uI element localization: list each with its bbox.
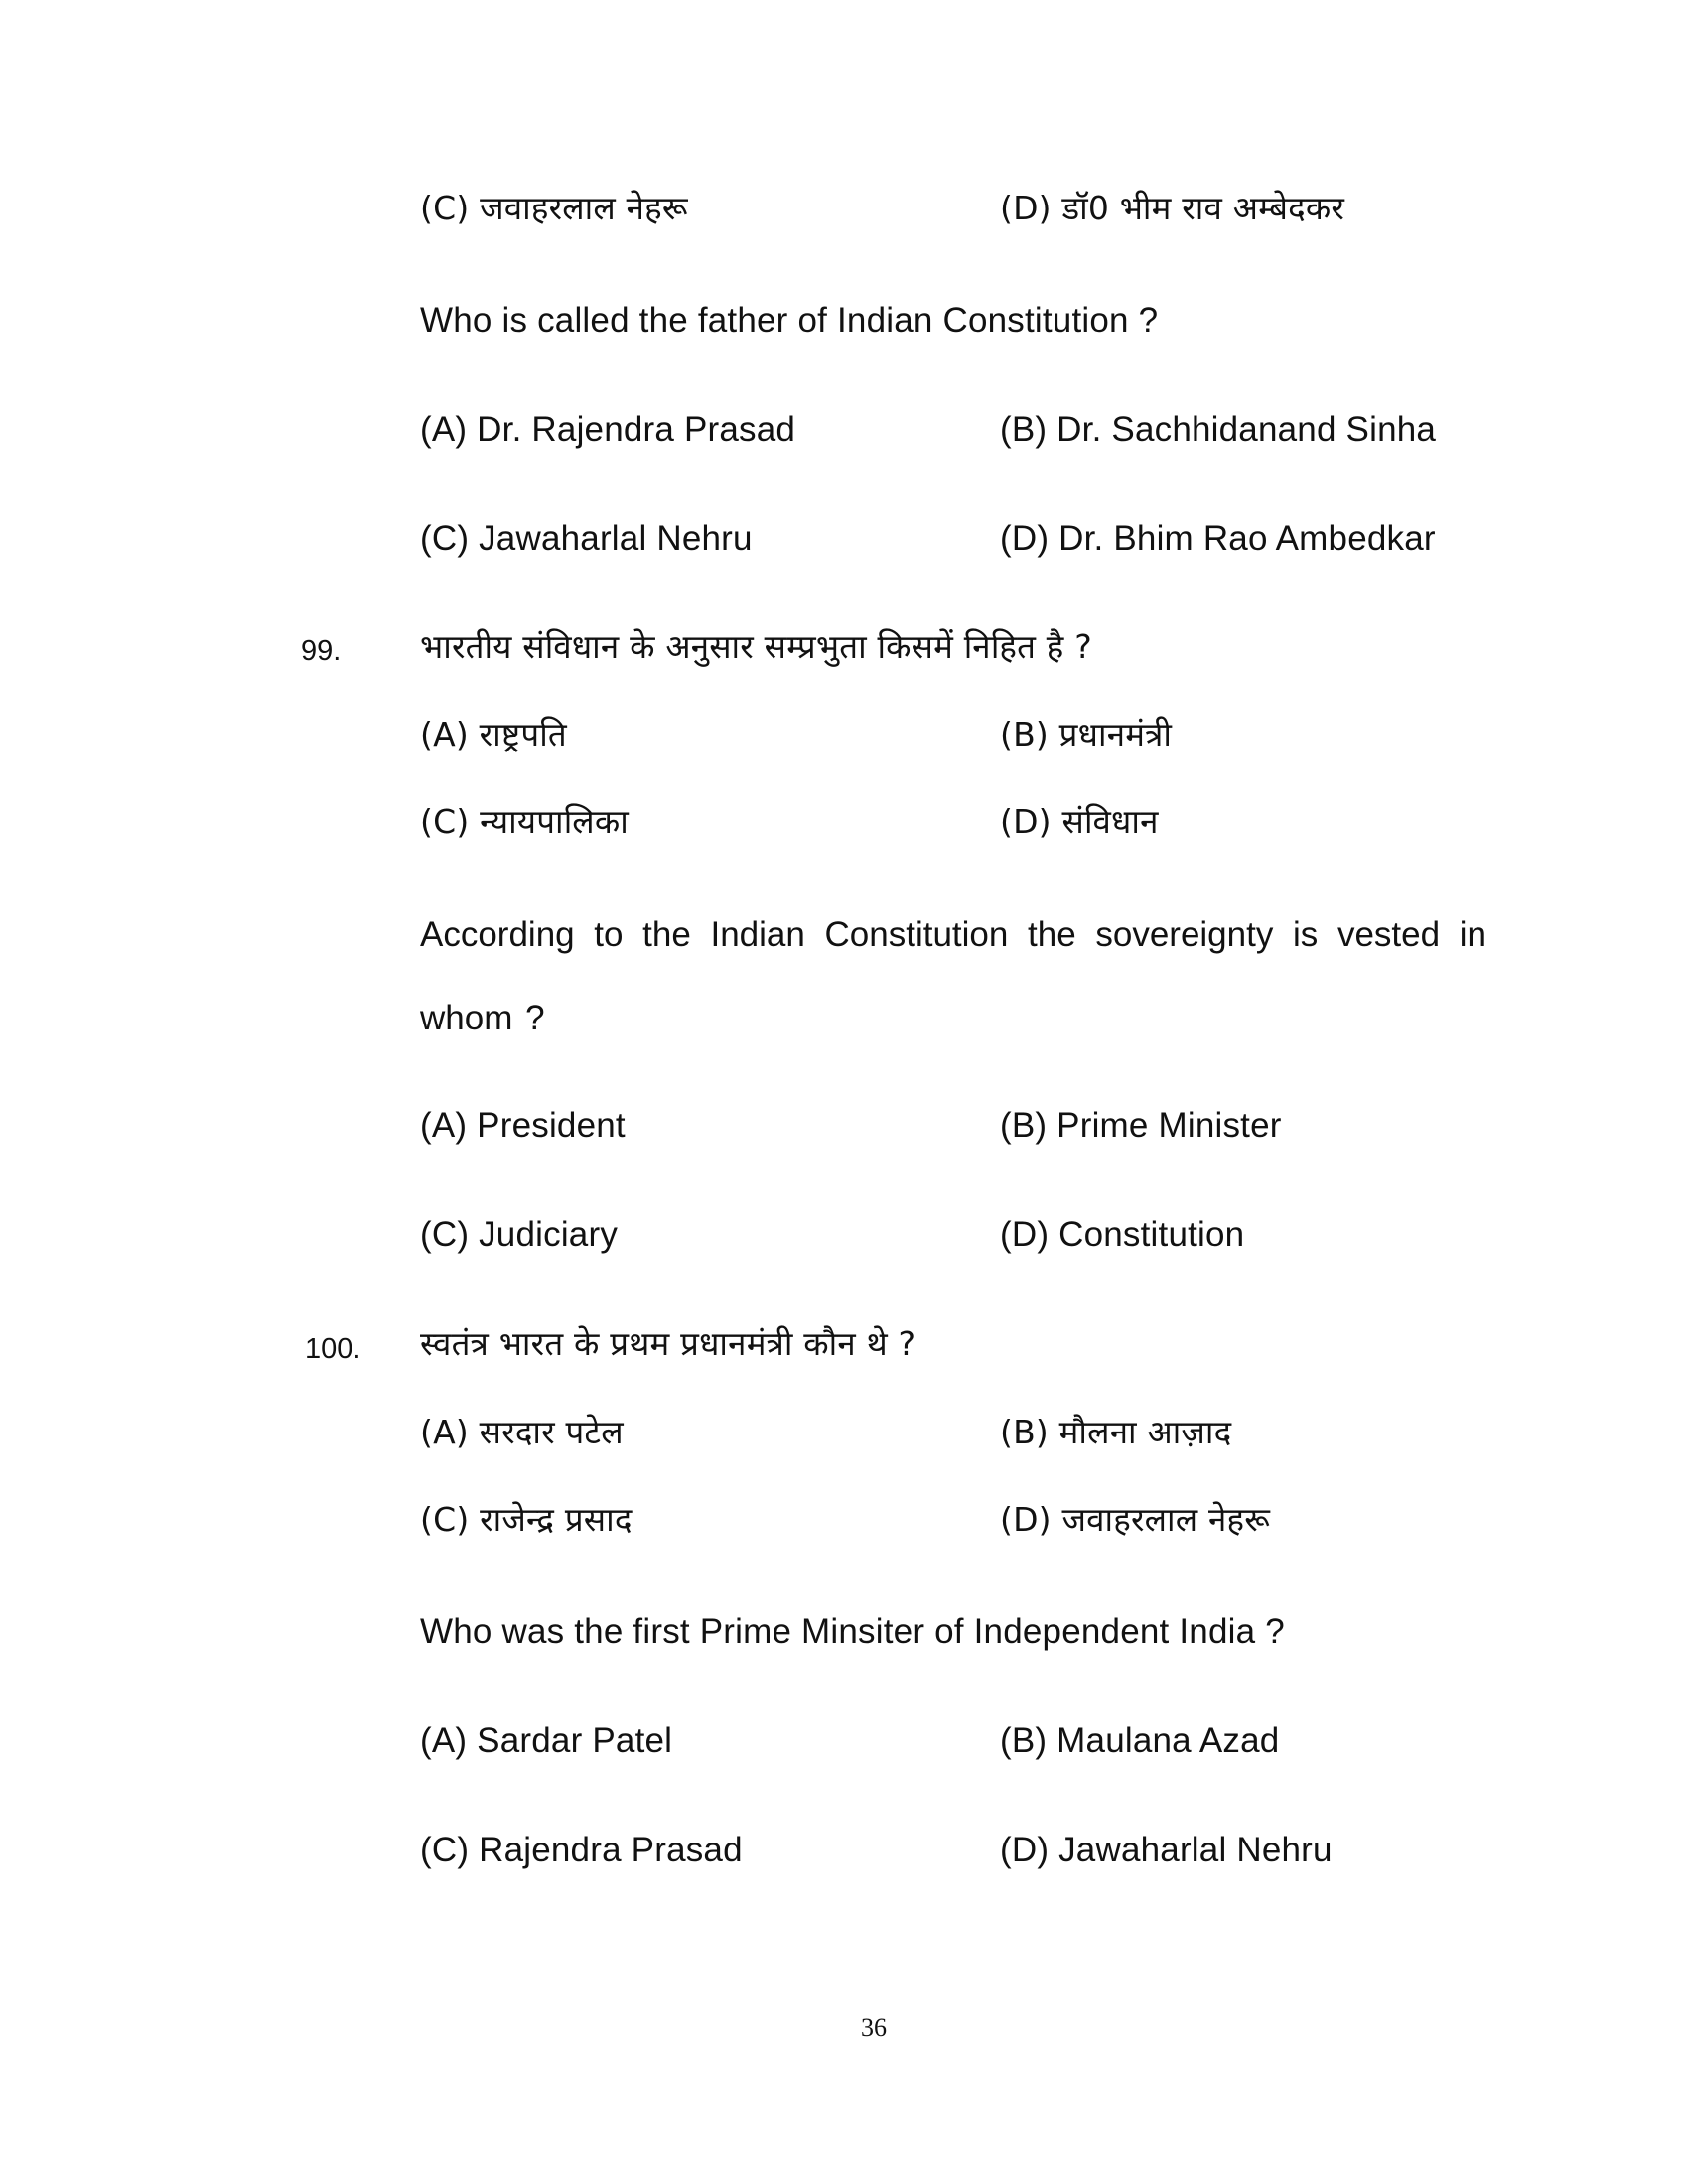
q98-hindi-option-d: (D) डॉ0 भीम राव अम्बेदकर bbox=[1000, 189, 1345, 227]
q100-hindi-question: स्वतंत्र भारत के प्रथम प्रधानमंत्री कौन थे ? bbox=[420, 1324, 916, 1363]
q100-hindi-option-a: (A) सरदार पटेल bbox=[420, 1413, 624, 1451]
q100-hindi-option-c: (C) राजेन्द्र प्रसाद bbox=[420, 1500, 633, 1539]
q100-english-question: Who was the first Prime Minsiter of Independent India ? bbox=[420, 1612, 1285, 1651]
q98-english-option-a: (A) Dr. Rajendra Prasad bbox=[420, 410, 796, 449]
q99-hindi-option-d: (D) संविधान bbox=[1000, 802, 1159, 841]
q99-english-option-a: (A) President bbox=[420, 1106, 626, 1145]
q100-english-option-d: (D) Jawaharlal Nehru bbox=[1000, 1831, 1333, 1869]
q100-english-option-c: (C) Rajendra Prasad bbox=[420, 1831, 743, 1869]
q99-english-option-d: (D) Constitution bbox=[1000, 1215, 1245, 1254]
q100-hindi-option-d: (D) जवाहरलाल नेहरू bbox=[1000, 1500, 1271, 1539]
q100-number: 100. bbox=[305, 1333, 361, 1365]
q98-english-question: Who is called the father of Indian Constitution ? bbox=[420, 301, 1159, 340]
q98-hindi-option-c: (C) जवाहरलाल नेहरू bbox=[420, 189, 688, 227]
q98-english-option-c: (C) Jawaharlal Nehru bbox=[420, 519, 753, 558]
q98-english-option-d: (D) Dr. Bhim Rao Ambedkar bbox=[1000, 519, 1436, 558]
q99-hindi-option-a: (A) राष्ट्रपति bbox=[420, 715, 567, 753]
page-number: 36 bbox=[861, 2013, 887, 2042]
q99-hindi-option-b: (B) प्रधानमंत्री bbox=[1000, 715, 1173, 753]
q100-hindi-option-b: (B) मौलना आज़ाद bbox=[1000, 1413, 1232, 1451]
q99-english-option-c: (C) Judiciary bbox=[420, 1215, 619, 1254]
q98-english-option-b: (B) Dr. Sachhidanand Sinha bbox=[1000, 410, 1437, 449]
q99-english-question: According to the Indian Constitution the sovereignty is vested in whom ? bbox=[420, 915, 1486, 1037]
q99-hindi-question: भारतीय संविधान के अनुसार सम्प्रभुता किसमें निहित है ? bbox=[420, 627, 1092, 666]
q100-english-option-b: (B) Maulana Azad bbox=[1000, 1721, 1280, 1760]
q100-english-option-a: (A) Sardar Patel bbox=[420, 1721, 673, 1760]
q99-english-option-b: (B) Prime Minister bbox=[1000, 1106, 1282, 1145]
q99-hindi-option-c: (C) न्यायपालिका bbox=[420, 802, 629, 841]
q99-number: 99. bbox=[301, 635, 342, 667]
